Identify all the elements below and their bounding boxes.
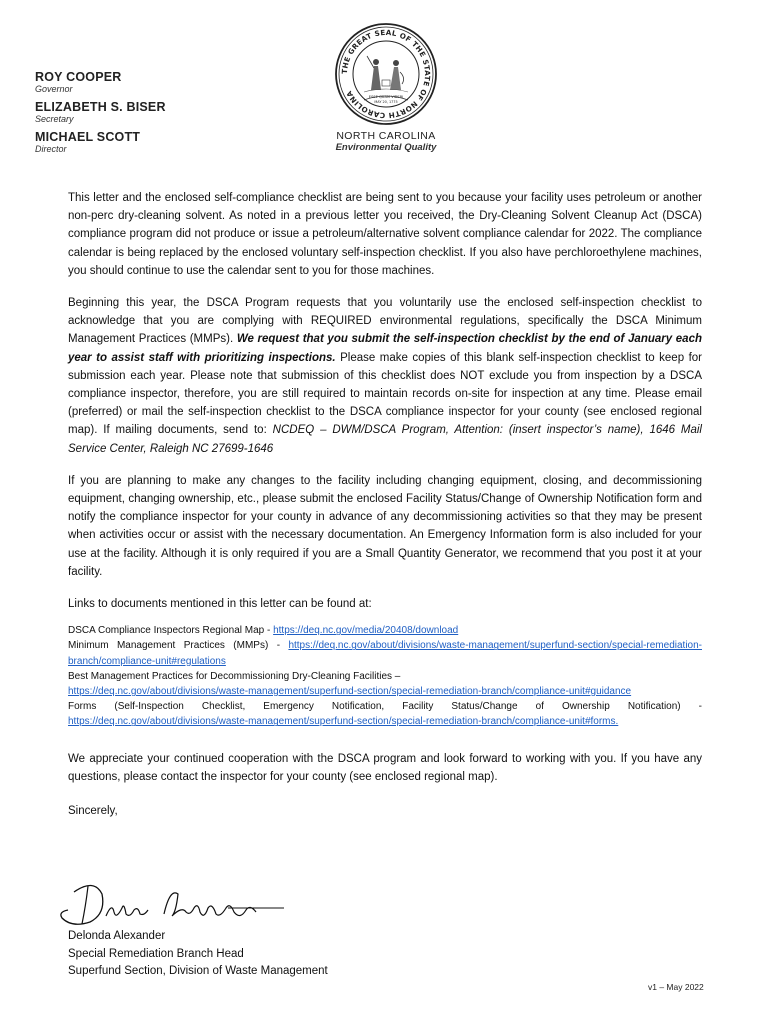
paragraph-changes: If you are planning to make any changes to the facility including changing equipment, closing, and decommissioning equipment, changing ownership, etc., please submit the enclosed Facility Status/Change of Ownership Notification form and notify the compliance inspector for your county in advance of any decommissioning activities so that they may be present when activities occur or assist with the necessary documentation. An Emergency Information form is also included for your use at the facility. Although it is only required if you are a Small Quantity Generator, we recommend that you post it at your facility. <box>68 474 702 578</box>
paragraph-request <box>68 294 702 458</box>
official-title: Governor <box>35 84 73 94</box>
link-item <box>68 669 702 699</box>
official-name: ROY COOPER <box>35 70 122 84</box>
seal-motto: ESSE QUAM VIDERI <box>368 95 404 99</box>
link-item <box>68 623 702 638</box>
link-item <box>68 638 702 668</box>
official-governor <box>35 70 166 95</box>
signature-block <box>68 928 328 981</box>
link-forms[interactable]: https://deq.nc.gov/about/divisions/waste-management/superfund-section/special-remediation-branch/compliance-unit#forms. <box>68 716 619 728</box>
agency-name: NORTH CAROLINA <box>336 130 436 142</box>
links-list <box>68 623 702 729</box>
paragraph-intro: This letter and the enclosed self-compliance checklist are being sent to you because your facility uses petroleum or another non-perc dry-cleaning solvent. As noted in a previous letter you received, the Dry-Cleaning Solvent Cleanup Act (DSCA) compliance program did not produce or issue a petroleum/alternative solvent compliance calendar for 2022. The compliance calendar is being replaced by the enclosed voluntary self-inspection checklist. If you also have perchloroethylene machines, you should continue to use the calendar sent to you for those machines. <box>68 192 702 277</box>
version-footer: v1 – May 2022 <box>648 982 704 992</box>
official-secretary <box>35 100 166 125</box>
official-director <box>35 130 166 155</box>
official-name: ELIZABETH S. BISER <box>35 100 166 114</box>
link-bmps[interactable]: https://deq.nc.gov/about/divisions/waste-management/superfund-section/special-remediation-branch/compliance-unit#guidance <box>68 686 632 698</box>
request-emphasis: We request that you submit the self-inspection checklist by the end of January each year to assist staff with prioritizing inspections. <box>68 333 702 364</box>
link-item <box>68 699 702 729</box>
signer-title: Special Remediation Branch Head <box>68 947 244 960</box>
request-text: Beginning this year, the DSCA Program requests that you voluntarily use the enclosed self-inspection checklist to acknowledge that you are complying with REQUIRED environmental regulations, specifically the DSCA Minimum Management Practices (MMPs). <box>68 297 702 346</box>
link-label: Forms (Self-Inspection Checklist, Emergency Notification, Facility Status/Change of Ownership Notification) - <box>68 701 702 713</box>
state-seal-icon <box>334 22 438 126</box>
signer-organization: Superfund Section, Division of Waste Management <box>68 965 328 977</box>
link-regional-map[interactable]: https://deq.nc.gov/media/20408/download <box>273 625 459 637</box>
link-mmps[interactable]: https://deq.nc.gov/about/divisions/waste-management/superfund-section/special-remediation-branch/compliance-unit#regulations <box>68 640 702 667</box>
mailing-address: NCDEQ – DWM/DSCA Program, Attention: (insert inspector’s name), 1646 Mail Service Center, Raleigh NC 27699-1646 <box>68 424 702 455</box>
link-label: Best Management Practices for Decommissioning Dry-Cleaning Facilities – <box>68 670 401 682</box>
request-details: Please make copies of this blank self-inspection checklist to keep for submission each year. Please note that submission of this checklist does NOT exclude you from inspection by a DSCA compliance inspector, therefore, you are still required to maintain records on-site for inspection at any time. Please email (preferred) or mail the self-inspection checklist to the DSCA compliance inspector for your county (see enclosed regional map). If mailing documents, send to: <box>68 351 702 437</box>
letter-body <box>68 189 702 834</box>
closing-salutation: Sincerely, <box>68 805 118 818</box>
official-title: Director <box>35 144 67 154</box>
link-label: DSCA Compliance Inspectors Regional Map - <box>68 625 274 637</box>
officials-list <box>35 70 166 160</box>
seal-date: MAY 20, 1775 <box>374 100 398 104</box>
agency-subtitle: Environmental Quality <box>335 142 437 153</box>
official-name: MICHAEL SCOTT <box>35 130 141 144</box>
svg-text:THE GREAT SEAL OF THE STATE OF <box>340 28 432 120</box>
official-title: Secretary <box>35 114 74 124</box>
paragraph-links-intro: Links to documents mentioned in this letter can be found at: <box>68 598 372 611</box>
agency-block <box>316 130 456 153</box>
link-label: Minimum Management Practices (MMPs) - <box>68 640 289 652</box>
seal-ring-text: THE GREAT SEAL OF THE STATE OF NORTH CAROLINA <box>339 27 433 121</box>
signer-name: Delonda Alexander <box>68 930 166 942</box>
paragraph-closing: We appreciate your continued cooperation with the DSCA program and look forward to working with you. If you have any questions, please contact the inspector for your county (see enclosed regional map). <box>68 752 702 783</box>
signature-image <box>54 872 289 932</box>
